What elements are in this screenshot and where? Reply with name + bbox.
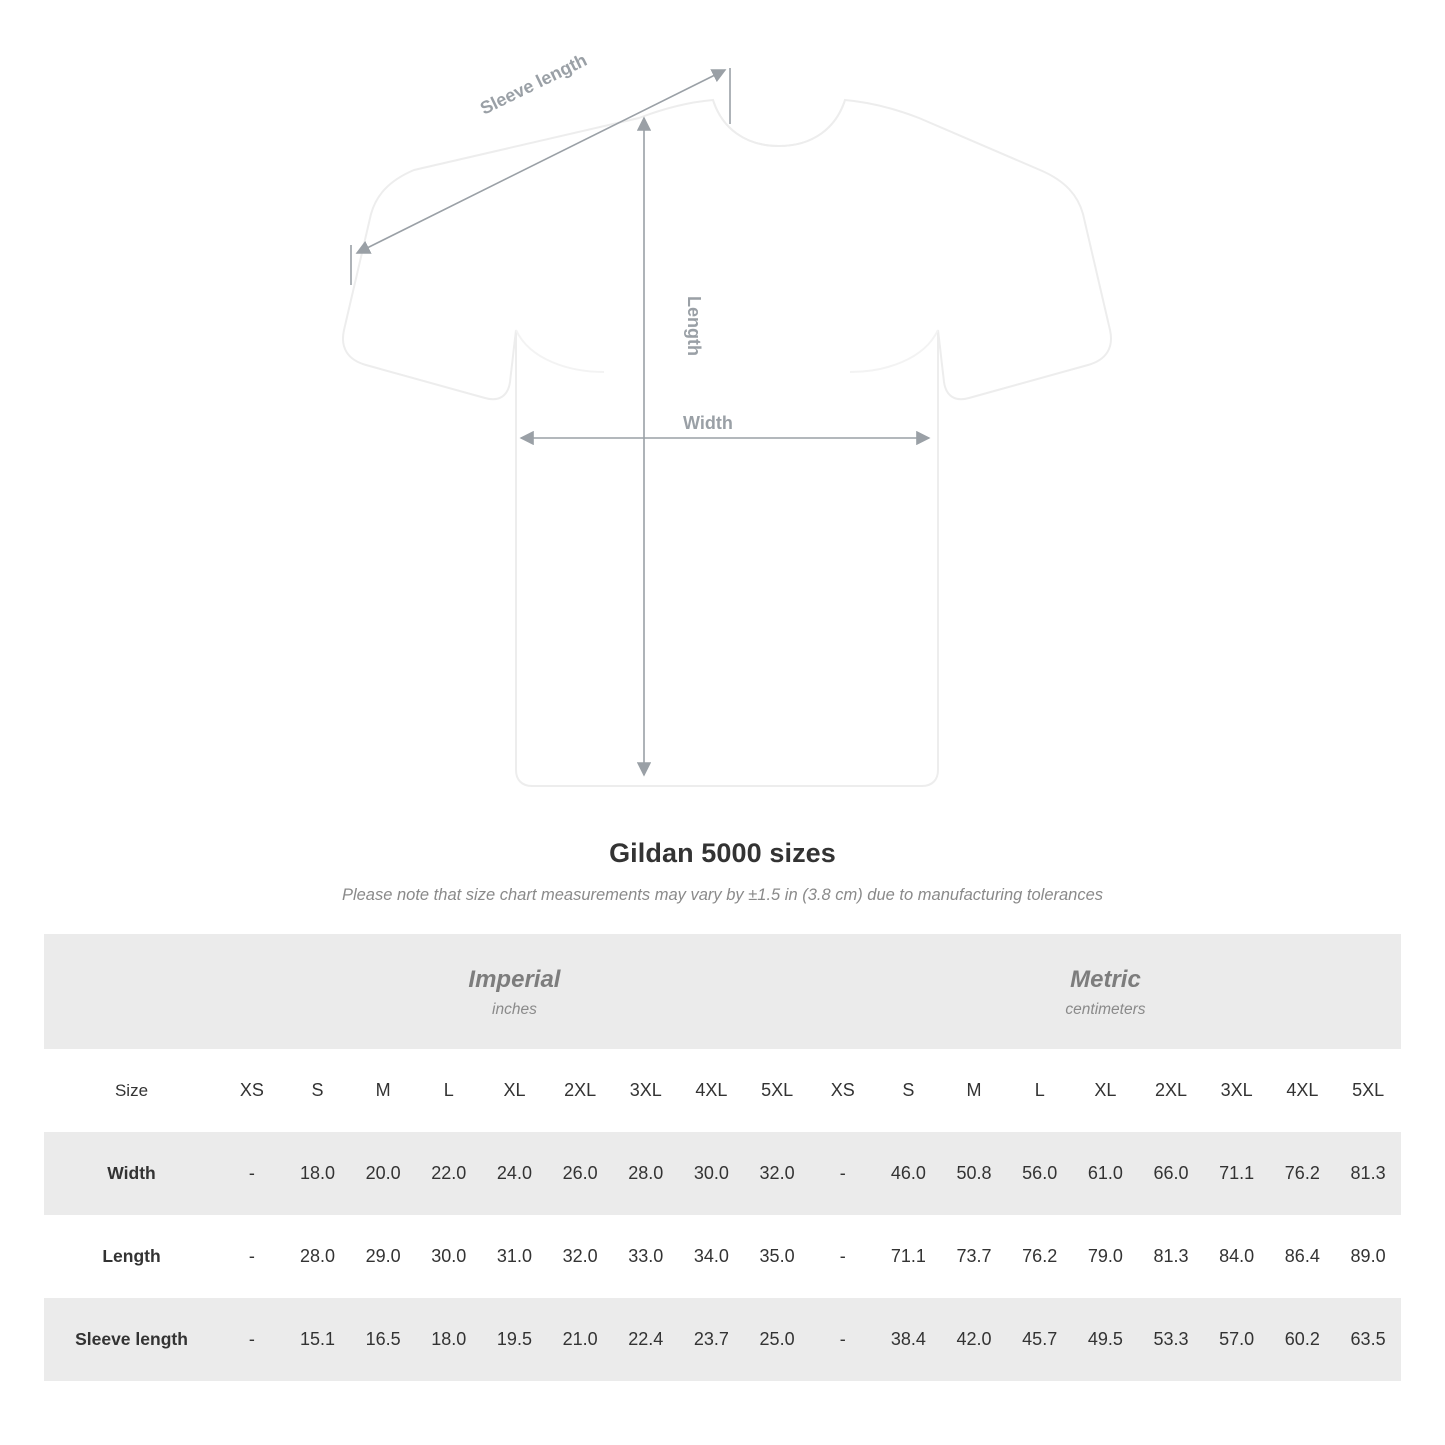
unit-metric-cell [810, 934, 1401, 1049]
width-label: Width [683, 413, 733, 433]
cell-width-metric-m: 50.8 [941, 1132, 1007, 1215]
header-size-label: Size [44, 1049, 219, 1132]
cell-length-imperial-2xl: 32.0 [547, 1215, 613, 1298]
cell-length-imperial-5xl: 35.0 [744, 1215, 810, 1298]
cell-width-imperial-m: 20.0 [350, 1132, 416, 1215]
length-label: Length [684, 296, 704, 356]
cell-length-metric-xl: 79.0 [1073, 1215, 1139, 1298]
cell-sleeve-imperial-s: 15.1 [285, 1298, 351, 1381]
cell-length-metric-m: 73.7 [941, 1215, 1007, 1298]
size-header-row [44, 1049, 1401, 1132]
cell-sleeve-metric-2xl: 53.3 [1138, 1298, 1204, 1381]
row-label-width: Width [44, 1132, 219, 1215]
unit-imperial-name: Imperial [468, 965, 561, 993]
cell-sleeve-imperial-xs: - [219, 1298, 285, 1381]
header-metric-xs: XS [810, 1049, 876, 1132]
cell-sleeve-imperial-l: 18.0 [416, 1298, 482, 1381]
cell-width-imperial-3xl: 28.0 [613, 1132, 679, 1215]
header-metric-xl: XL [1073, 1049, 1139, 1132]
cell-length-metric-xs: - [810, 1215, 876, 1298]
cell-width-imperial-4xl: 30.0 [679, 1132, 745, 1215]
cell-sleeve-metric-m: 42.0 [941, 1298, 1007, 1381]
cell-length-imperial-xl: 31.0 [482, 1215, 548, 1298]
cell-sleeve-metric-4xl: 60.2 [1270, 1298, 1336, 1381]
table-row [44, 1132, 1401, 1215]
header-imperial-m: M [350, 1049, 416, 1132]
cell-sleeve-imperial-3xl: 22.4 [613, 1298, 679, 1381]
cell-width-metric-2xl: 66.0 [1138, 1132, 1204, 1215]
cell-sleeve-metric-3xl: 57.0 [1204, 1298, 1270, 1381]
cell-width-imperial-5xl: 32.0 [744, 1132, 810, 1215]
cell-width-metric-3xl: 71.1 [1204, 1132, 1270, 1215]
cell-length-metric-3xl: 84.0 [1204, 1215, 1270, 1298]
unit-metric-name: Metric [1070, 965, 1141, 993]
row-label-length: Length [44, 1215, 219, 1298]
row-label-sleeve-length: Sleeve length [44, 1298, 219, 1381]
header-metric-4xl: 4XL [1270, 1049, 1336, 1132]
cell-sleeve-imperial-4xl: 23.7 [679, 1298, 745, 1381]
cell-sleeve-metric-xs: - [810, 1298, 876, 1381]
cell-width-imperial-xs: - [219, 1132, 285, 1215]
tolerance-note: Please note that size chart measurements may vary by ±1.5 in (3.8 cm) due to manufacturing tolerances [341, 886, 1104, 904]
table-row [44, 1215, 1401, 1298]
header-imperial-4xl: 4XL [679, 1049, 745, 1132]
header-imperial-5xl: 5XL [744, 1049, 810, 1132]
unit-header-row [44, 934, 1401, 1049]
size-table-wrapper [44, 934, 1401, 1381]
header-imperial-l: L [416, 1049, 482, 1132]
cell-length-imperial-3xl: 33.0 [613, 1215, 679, 1298]
cell-width-imperial-xl: 24.0 [482, 1132, 548, 1215]
size-table [44, 934, 1401, 1381]
cell-length-imperial-s: 28.0 [285, 1215, 351, 1298]
cell-sleeve-metric-l: 45.7 [1007, 1298, 1073, 1381]
page-title: Gildan 5000 sizes [609, 838, 836, 868]
cell-sleeve-metric-s: 38.4 [876, 1298, 942, 1381]
cell-length-metric-5xl: 89.0 [1335, 1215, 1401, 1298]
header-metric-2xl: 2XL [1138, 1049, 1204, 1132]
cell-sleeve-imperial-xl: 19.5 [482, 1298, 548, 1381]
cell-length-imperial-xs: - [219, 1215, 285, 1298]
unit-metric-sub: centimeters [1065, 1000, 1146, 1018]
cell-length-metric-s: 71.1 [876, 1215, 942, 1298]
header-metric-s: S [876, 1049, 942, 1132]
header-imperial-2xl: 2XL [547, 1049, 613, 1132]
header-metric-m: M [941, 1049, 1007, 1132]
cell-sleeve-imperial-m: 16.5 [350, 1298, 416, 1381]
cell-length-metric-2xl: 81.3 [1138, 1215, 1204, 1298]
header-metric-5xl: 5XL [1335, 1049, 1401, 1132]
cell-width-metric-5xl: 81.3 [1335, 1132, 1401, 1215]
header-imperial-xl: XL [482, 1049, 548, 1132]
header-imperial-xs: XS [219, 1049, 285, 1132]
unit-imperial-sub: inches [492, 1000, 537, 1018]
cell-sleeve-metric-xl: 49.5 [1073, 1298, 1139, 1381]
title-block [0, 838, 1445, 905]
unit-imperial-cell [219, 934, 810, 1049]
cell-sleeve-imperial-5xl: 25.0 [744, 1298, 810, 1381]
cell-length-imperial-l: 30.0 [416, 1215, 482, 1298]
cell-width-imperial-2xl: 26.0 [547, 1132, 613, 1215]
cell-length-metric-4xl: 86.4 [1270, 1215, 1336, 1298]
cell-length-metric-l: 76.2 [1007, 1215, 1073, 1298]
header-imperial-s: S [285, 1049, 351, 1132]
header-metric-3xl: 3XL [1204, 1049, 1270, 1132]
cell-width-imperial-s: 18.0 [285, 1132, 351, 1215]
cell-width-imperial-l: 22.0 [416, 1132, 482, 1215]
cell-width-metric-4xl: 76.2 [1270, 1132, 1336, 1215]
header-imperial-3xl: 3XL [613, 1049, 679, 1132]
cell-sleeve-imperial-2xl: 21.0 [547, 1298, 613, 1381]
table-row [44, 1298, 1401, 1381]
cell-width-metric-xs: - [810, 1132, 876, 1215]
unit-spacer-cell [44, 934, 219, 1049]
cell-length-imperial-4xl: 34.0 [679, 1215, 745, 1298]
cell-width-metric-s: 46.0 [876, 1132, 942, 1215]
cell-width-metric-xl: 61.0 [1073, 1132, 1139, 1215]
cell-width-metric-l: 56.0 [1007, 1132, 1073, 1215]
cell-sleeve-metric-5xl: 63.5 [1335, 1298, 1401, 1381]
sleeve-length-label: Sleeve length [476, 49, 591, 119]
cell-length-imperial-m: 29.0 [350, 1215, 416, 1298]
header-metric-l: L [1007, 1049, 1073, 1132]
